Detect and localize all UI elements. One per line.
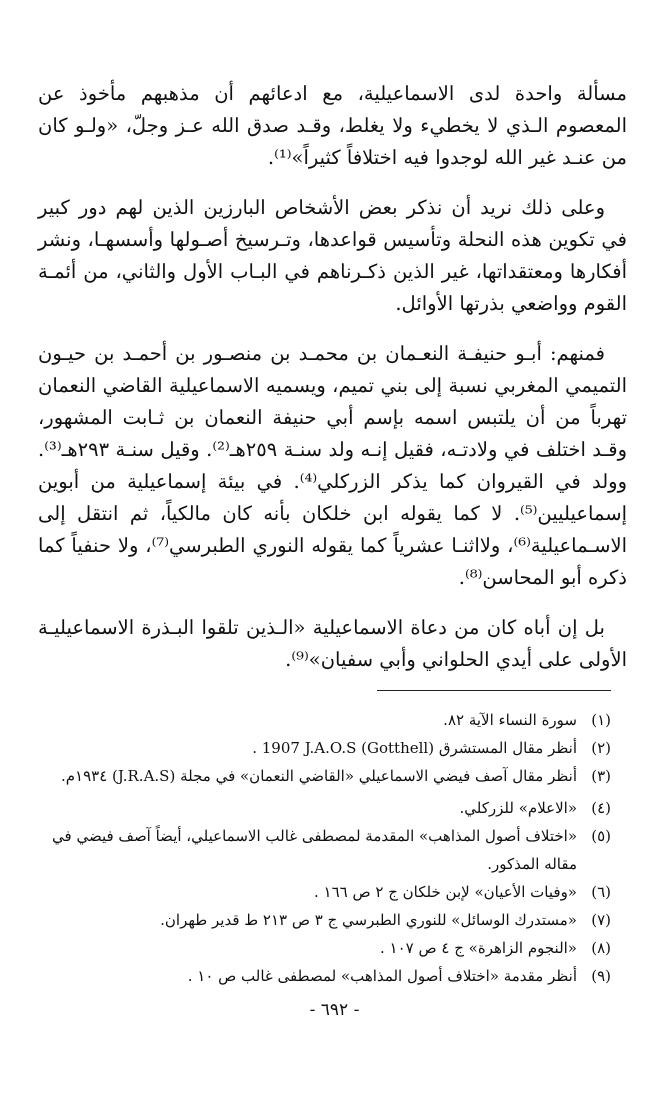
- footnote-number: (٤): [591, 799, 611, 817]
- footnote-item: [52, 762, 611, 790]
- footnote-text: سورة النساء الآية ٨٢.: [443, 711, 577, 729]
- footnote-number: (١): [591, 711, 611, 729]
- footnote-text: «وفيات الأعيان» لإبن خلكان ج ٢ ص ١٦٦ .: [313, 883, 577, 901]
- footnote-item: [52, 822, 611, 878]
- footnote-number: (٦): [591, 883, 611, 901]
- footnote-item: [52, 934, 611, 962]
- footnote-number: (٨): [591, 939, 611, 957]
- footnote-number: (٣): [591, 767, 611, 785]
- footnote-item: [52, 734, 611, 762]
- footnote-text: أنظر مقال آصف فيضي الاسماعيلي «القاضي النعمان» في مجلة (J.R.A.S) ١٩٣٤م.: [60, 767, 577, 785]
- footnote-text: أنظر مقال المستشرق (Gotthell) 1907 J.A.O.S .: [252, 739, 577, 757]
- footnote-number: (٧): [591, 911, 611, 929]
- footnote-number: (٩): [591, 967, 611, 985]
- footnotes-list: [52, 706, 611, 990]
- footnote-item: [52, 878, 611, 906]
- main-text: [38, 78, 627, 676]
- paragraph: فمنهم: أبـو حنيفـة النعـمان بن محمـد بن منصـور بن أحمـد بن حيـون التميمي المغربي نسبة إلى بني تميم، ويسميه الاسماعيلية القاضي النعمان تهرباً من أن يلتبس اسمه بإسم أبي حنيفة النعمان بن ثـابت المشهور، وقـد اختلف في ولادتـه، فقيل إنـه ولد سنـة ٢٥٩هـ⁽²⁾. وقيل سنـة ٢٩٣هـ⁽³⁾. وولد في القيروان كما يذكر الزركلي⁽⁴⁾. في بيئة إسماعيلية من أبوين إسماعيليين⁽⁵⁾. لا كما يقوله ابن خلكان بأنه كان مالكياً، ثم انتقل إلى الاسـماعيلية⁽⁶⁾، ولااثنـا عشرياً كما يقوله النوري الطبرسي⁽⁷⁾، ولا حنفياً كما ذكره أبو المحاسن⁽⁸⁾.: [38, 342, 627, 589]
- footnote-item: [52, 906, 611, 934]
- footnote-number: (٥): [591, 827, 611, 845]
- footnote-text: «اختلاف أصول المذاهب» المقدمة لمصطفى غالب الاسماعيلي، أيضاً آصف فيضي في مقاله المذكور.: [52, 827, 577, 873]
- footnote-text: أنظر مقدمة «اختلاف أصول المذاهب» لمصطفى غالب ص ١٠ .: [187, 967, 577, 985]
- footnote-item: [52, 706, 611, 734]
- paragraph: بل إن أباه كان من دعاة الاسماعيلية «الـذين تلقوا البـذرة الاسماعيليـة الأولى على أيدي الحلواني وأبي سفيان»⁽⁹⁾.: [38, 616, 627, 671]
- footnote-separator: [377, 690, 611, 691]
- footnote-item: [52, 962, 611, 990]
- footnote-text: «النجوم الزاهرة» ج ٤ ص ١٠٧ .: [379, 939, 577, 957]
- footnote-text: «الاعلام» للزركلي.: [459, 799, 577, 817]
- footnote-item: [52, 794, 611, 822]
- page-number: - ٦٩٢ -: [309, 1000, 360, 1020]
- footnote-number: (٢): [591, 739, 611, 757]
- paragraph: وعلى ذلك نريد أن نذكر بعض الأشخاص البارزين الذين لهم دور كبير في تكوين هذه النحلة وتأسيس قواعدها، وتـرسيخ أصـولها وأسسهـا، ونشر أفكارها ومعتقداتها، غير الذين ذكـرناهم في البـاب الأول والثاني، من أئمـة القوم وواضعي بذرتها الأوائل.: [38, 196, 627, 315]
- footnote-text: «مستدرك الوسائل» للنوري الطبرسي ج ٣ ص ٢١٣ ط قدير طهران.: [160, 911, 577, 929]
- paragraph: مسألة واحدة لدى الاسماعيلية، مع ادعائهم أن مذهبهم مأخوذ عن المعصوم الـذي لا يخطيء ولا يغلط، وقـد صدق الله عـز وجلّ، «ولـو كان من عنـد غير الله لوجدوا فيه اختلافاً كثيراً»⁽¹⁾.: [38, 82, 627, 169]
